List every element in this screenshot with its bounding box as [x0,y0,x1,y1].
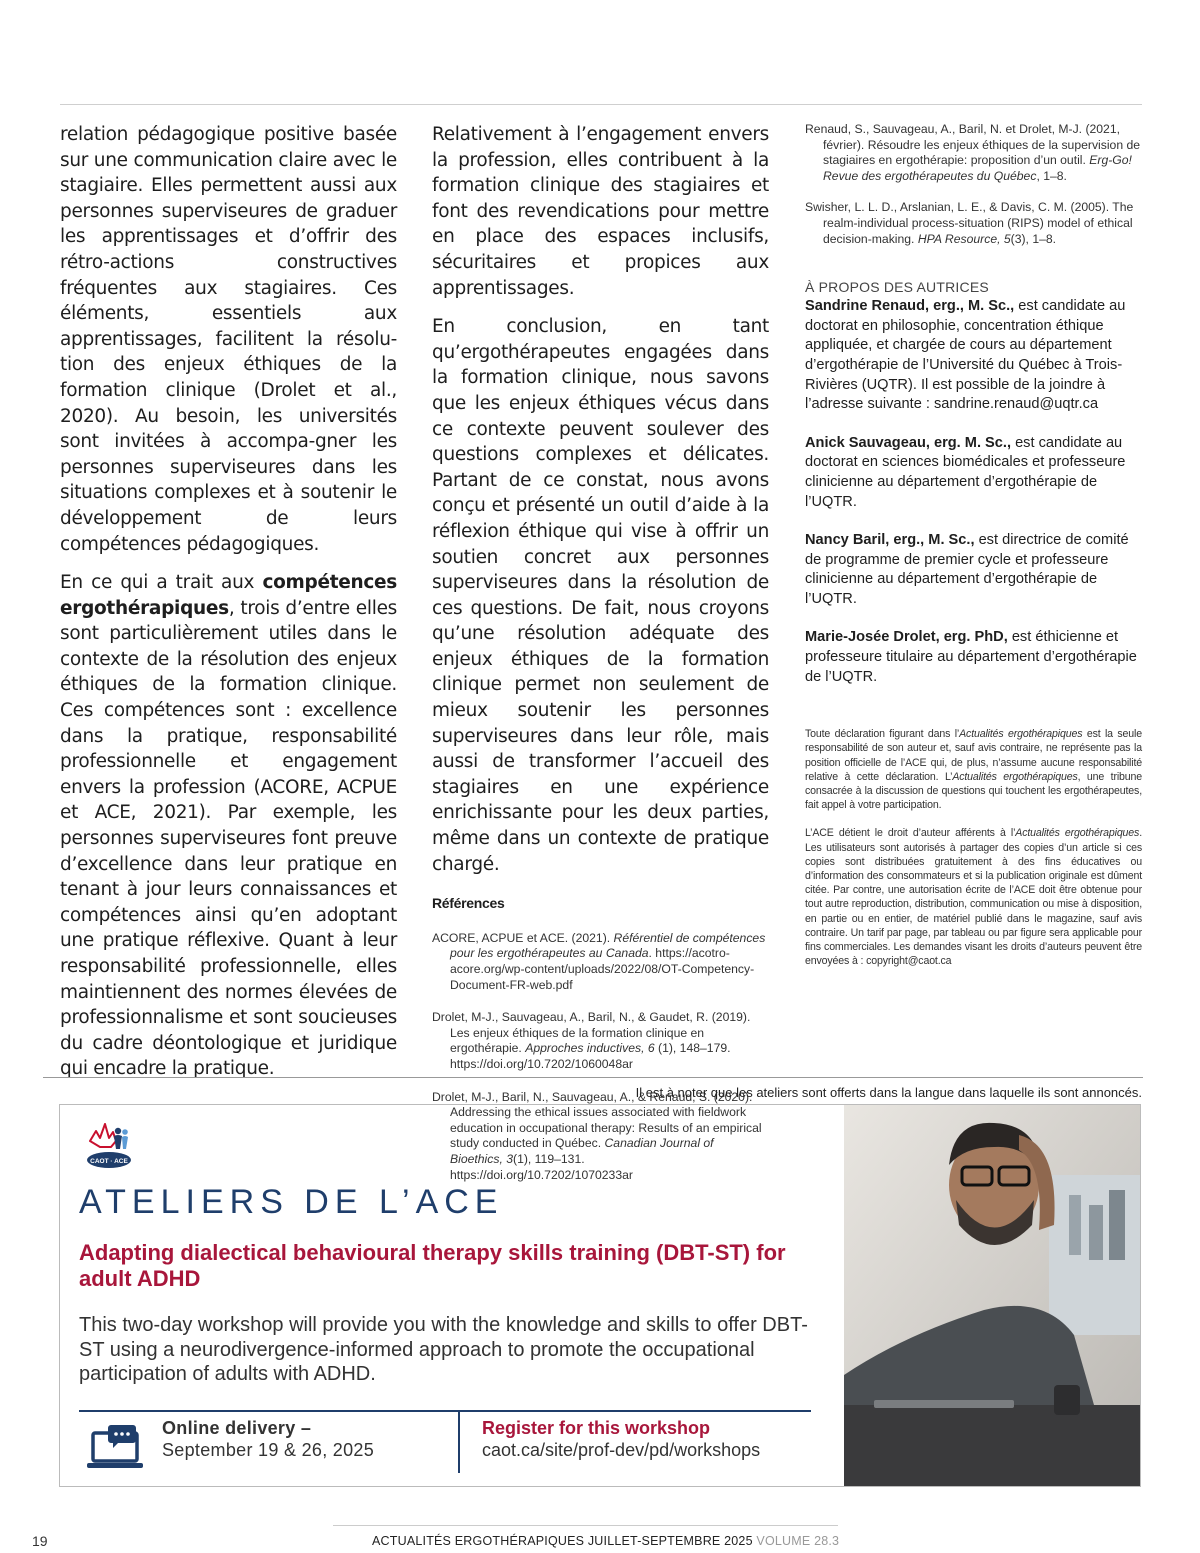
top-rule [60,104,1142,105]
reference-item: ACORE, ACPUE et ACE. (2021). Référentiel de compétences pour les ergothérapeutes au Canada. https://acotro-acore.org/wp-content/uploads/2022/08/OT-Competency-Document-FR-web.pdf [432,930,766,992]
caot-logo [80,1119,140,1179]
author-bio: Sandrine Renaud, erg., M. Sc., est candidate au doctorat en philosophie, concentration éthique appliquée, et chargée de cours au département d’ergothérapie de l’Université du Québec à Trois-Rivières (UQTR). Il est possible de la joindre à l’adresse suivante : sandrine.renaud@uqtr.ca [805,298,1126,413]
about-authors-heading: À PROPOS DES AUTRICES [805,279,989,296]
author-bio: Anick Sauvageau, erg. M. Sc., est candidate au doctorat en sciences biomédicales et professeure clinicienne au département d’ergothérapie de l’UQTR. [805,434,1126,510]
copyright-paragraph: L’ACE détient le droit d’auteur afférents à l’Actualités ergothérapiques. Les utilisateurs sont autorisés à partager des copies d’un article si ces copies sont distribuées gratuitement à des fins éducatives ou d’information des consommateurs et si la publication originale est dûment citée. Par contre, une autorisation écrite de l’ACE doit être obtenue pour tout autre reproduction, distribution, communication ou mise à disposition, en partie ou en entier, de matériel publié dans le magazine, sauf avis contraire. Un tarif par page, par tableau ou par figure sera applicable pour fins commerciales. Les demandes visant les droits d’auteurs peuvent être envoyées à : copyright@caot.ca [805,827,1142,968]
disclaimer-paragraph: Toute déclaration figurant dans l’Actualités ergothérapiques est la seule responsabilité de son auteur et, sauf avis contraire, ne représente pas la position officielle de l’ACE qui, de plus, n’assume aucune responsabilité relative à cette déclaration. L’Actualités ergothérapiques, une tribune consacrée à la discussion de questions qui touchent les ergothérapeutes, fait appel à votre participation. [805,728,1142,812]
workshop-advertisement[interactable] [59,1104,1141,1487]
column-1 [60,122,397,1095]
references-heading: Références [432,895,505,912]
body-paragraph: En ce qui a trait aux compétences ergothérapiques, trois d’entre elles sont particulièrement utiles dans le contexte de la résolution des enjeux éthiques de la formation clinique. Ces compétences sont : excellence dans la pratique, responsabilité professionnelle et engagement envers la profession (ACORE, ACPUE et ACE, 2021). Par exemple, les personnes superviseures font preuve d’excellence dans leur pratique en tenant à jour leurs connaissances et compétences ainsi qu’en adoptant une pratique réflexive. Quant à leur responsabilité professionnelle, elles maintiennent des normes élevées de professionnalisme et sont soucieuses du cadre déontologique et juridique qui encadre la pratique. [60,572,397,1080]
ad-vertical-divider [458,1410,460,1473]
reference-item: Drolet, M-J., Baril, N., Sauvageau, A., & Renaud, S. (2020). Addressing the ethical issues associated with fieldwork education in occupational therapy: Results of an empirical study conducted in Québec. Canadian Journal of Bioethics, 3(1), 119–131. https://doi.org/10.7202/1070233ar [432,1089,762,1182]
body-paragraph: relation pédagogique positive basée sur une communication claire avec le stagiaire. Elles permettent aussi aux personnes superviseures de graduer les apprentissages et d’offrir des rétro-actions constructives fréquentes aux stagiaires. Ces éléments, essentiels aux apprentissages, facilitent la résolu-tion des enjeux éthiques de la formation clinique (Drolet et al., 2020). Au besoin, les universités sont invitées à accompa-gner les personnes superviseures dans les situations complexes et à soutenir le développement de leurs compétences pédagogiques. [60,124,397,555]
laptop-chat-icon [85,1423,145,1471]
reference-item: Swisher, L. L. D., Arslanian, L. E., & Davis, C. M. (2005). The realm-individual process-situation (RIPS) model of ethical decision-making. HPA Resource, 5(3), 1–8. [805,200,1134,246]
column-2 [432,122,769,1200]
running-footer: ACTUALITÉS ERGOTHÉRAPIQUES JUILLET-SEPTEMBRE 2025 VOLUME 28.3 [372,1534,840,1548]
author-bio: Nancy Baril, erg., M. Sc., est directrice de comité de programme de premier cycle et professeure clinicienne au département d’ergothérapie de l’UQTR. [805,532,1129,607]
body-paragraph: Relativement à l’engagement envers la profession, elles contribuent à la formation clinique des stagiaires et font des revendications pour mettre en place des espaces inclusifs, sécuritaires et propices aux apprentissages. [432,124,769,299]
reference-item: Drolet, M-J., Sauvageau, A., Baril, N., & Gaudet, R. (2019). Les enjeux éthiques de la formation clinique en ergothérapie. Approches inductives, 6 (1), 148–179. https://doi.org/10.7202/1060048ar [432,1010,751,1071]
workshops-heading: ATELIERS DE L’ACE [79,1183,504,1221]
svg-text:CAOT · ACE: CAOT · ACE [90,1158,128,1165]
delivery-info: Online delivery – September 19 & 26, 2025 [162,1418,375,1460]
ad-rule [79,1410,811,1412]
column-3 [805,122,1142,983]
workshop-description: This two-day workshop will provide you with the knowledge and skills to offer DBT-ST using a neurodivergence-informed approach to promote the occupational participation of adults with ADHD. [79,1314,808,1385]
bold-term: compétences ergothérapiques [60,572,397,619]
reference-item: Renaud, S., Sauvageau, A., Baril, N. et Drolet, M-J. (2021, février). Résoudre les enjeux éthiques de la supervision de stagiaires en ergothérapie: proposition d’un outil. Erg-Go! Revue des ergothérapeutes du Québec, 1–8. [805,122,1141,183]
language-note: Il est à noter que les ateliers sont offerts dans la langue dans laquelle ils sont annoncés. [635,1085,1142,1100]
body-paragraph: En conclusion, en tant qu’ergothérapeutes engagées dans la formation clinique, nous savons que les enjeux éthiques vécus dans ce contexte peuvent soulever des questions complexes et délicates. Partant de ce constat, nous avons conçu et présenté un outil d’aide à la réflexion éthique qui vise à offrir un soutien concret aux personnes superviseures dans la résolution de ces questions. De fait, nous croyons qu’une résolution adéquate des enjeux éthiques de la formation clinique permet non seulement de mieux soutenir les personnes superviseures dans leur rôle, mais aussi de transformer l’accueil des stagiaires en une expérience enrichissante pour les deux parties, même dans un contexte de pratique chargé. [432,316,769,875]
section-divider [43,1077,1143,1078]
register-link[interactable]: Register for this workshop caot.ca/site/prof-dev/pd/workshops [482,1418,761,1460]
footer-rule [333,1525,838,1526]
workshop-title[interactable]: Adapting dialectical behavioural therapy skills training (DBT-ST) for adult ADHD [79,1240,786,1291]
workshop-photo [844,1105,1141,1487]
author-bio: Marie-Josée Drolet, erg. PhD, est éthicienne et professeure titulaire au département d’ergothérapie de l’UQTR. [805,629,1137,685]
page-number: 19 [32,1533,48,1549]
